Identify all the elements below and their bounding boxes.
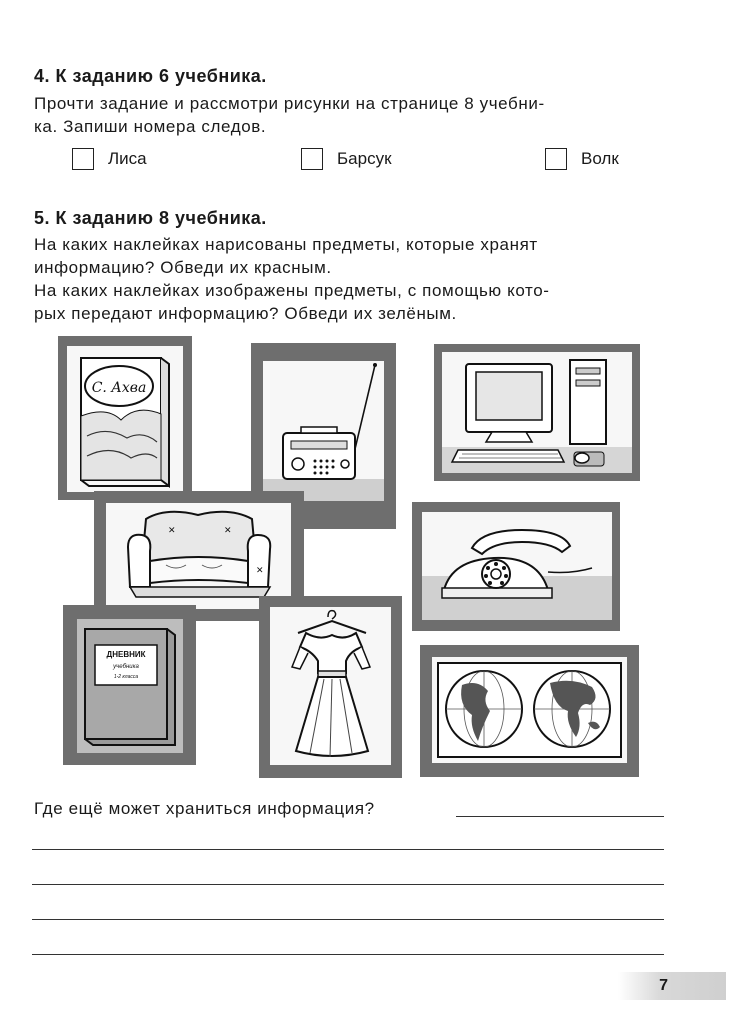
answer-line-5[interactable] <box>32 954 664 955</box>
task5-text-line3: На каких наклейках изображены предметы, с помощью кото- <box>34 281 550 300</box>
sticker-telephone[interactable] <box>412 502 620 631</box>
svg-text:✕: ✕ <box>224 525 232 535</box>
svg-text:✕: ✕ <box>168 525 176 535</box>
sticker-world-map[interactable] <box>420 645 639 777</box>
task5-text-line2: информацию? Обведи их красным. <box>34 258 332 277</box>
svg-text:✕: ✕ <box>256 565 264 575</box>
fox-checkbox[interactable] <box>72 148 94 170</box>
sticker-dress[interactable] <box>259 596 402 778</box>
book-icon <box>67 346 183 492</box>
diary-class-text: 1-2 класса <box>113 674 139 680</box>
globe-map-icon <box>432 657 627 763</box>
option-fox[interactable] <box>72 146 147 172</box>
badger-label: Барсук <box>337 149 392 168</box>
sticker-computer[interactable] <box>434 344 640 481</box>
badger-checkbox[interactable] <box>301 148 323 170</box>
fox-label: Лиса <box>108 149 147 168</box>
computer-icon <box>442 352 632 473</box>
task5-title: 5. К заданию 8 учебника. <box>34 208 267 228</box>
sticker-book[interactable] <box>58 336 192 500</box>
answer-line-4[interactable] <box>32 919 664 920</box>
task5-text-line4: рых передают информацию? Обведи их зелёным. <box>34 304 457 323</box>
diary-title-text: ДНЕВНИК <box>106 650 146 659</box>
answer-line-2[interactable] <box>32 849 664 850</box>
task4-text-line1: Прочти задание и рассмотри рисунки на странице 8 учебни- <box>34 94 545 113</box>
task4-text-line2: ка. Запиши номера следов. <box>34 117 267 136</box>
option-badger[interactable] <box>301 146 392 172</box>
wolf-checkbox[interactable] <box>545 148 567 170</box>
sticker-diary[interactable] <box>63 605 196 765</box>
dress-icon <box>270 607 391 765</box>
task5-text-line1: На каких наклейках нарисованы предметы, которые хранят <box>34 235 538 254</box>
telephone-icon <box>422 512 612 620</box>
answer-line-3[interactable] <box>32 884 664 885</box>
question-text: Где ещё может храниться информация? <box>34 799 375 818</box>
book-cover-text: С. Ахва <box>91 380 147 396</box>
sofa-icon <box>106 503 291 609</box>
wolf-label: Волк <box>581 149 619 168</box>
diary-icon <box>77 619 183 753</box>
page-number: 7 <box>618 972 726 1000</box>
diary-subtitle-text: учебника <box>113 664 139 670</box>
radio-icon <box>263 361 384 501</box>
answer-line-1[interactable] <box>456 816 664 817</box>
option-wolf[interactable] <box>545 146 619 172</box>
task4-title: 4. К заданию 6 учебника. <box>34 66 267 86</box>
